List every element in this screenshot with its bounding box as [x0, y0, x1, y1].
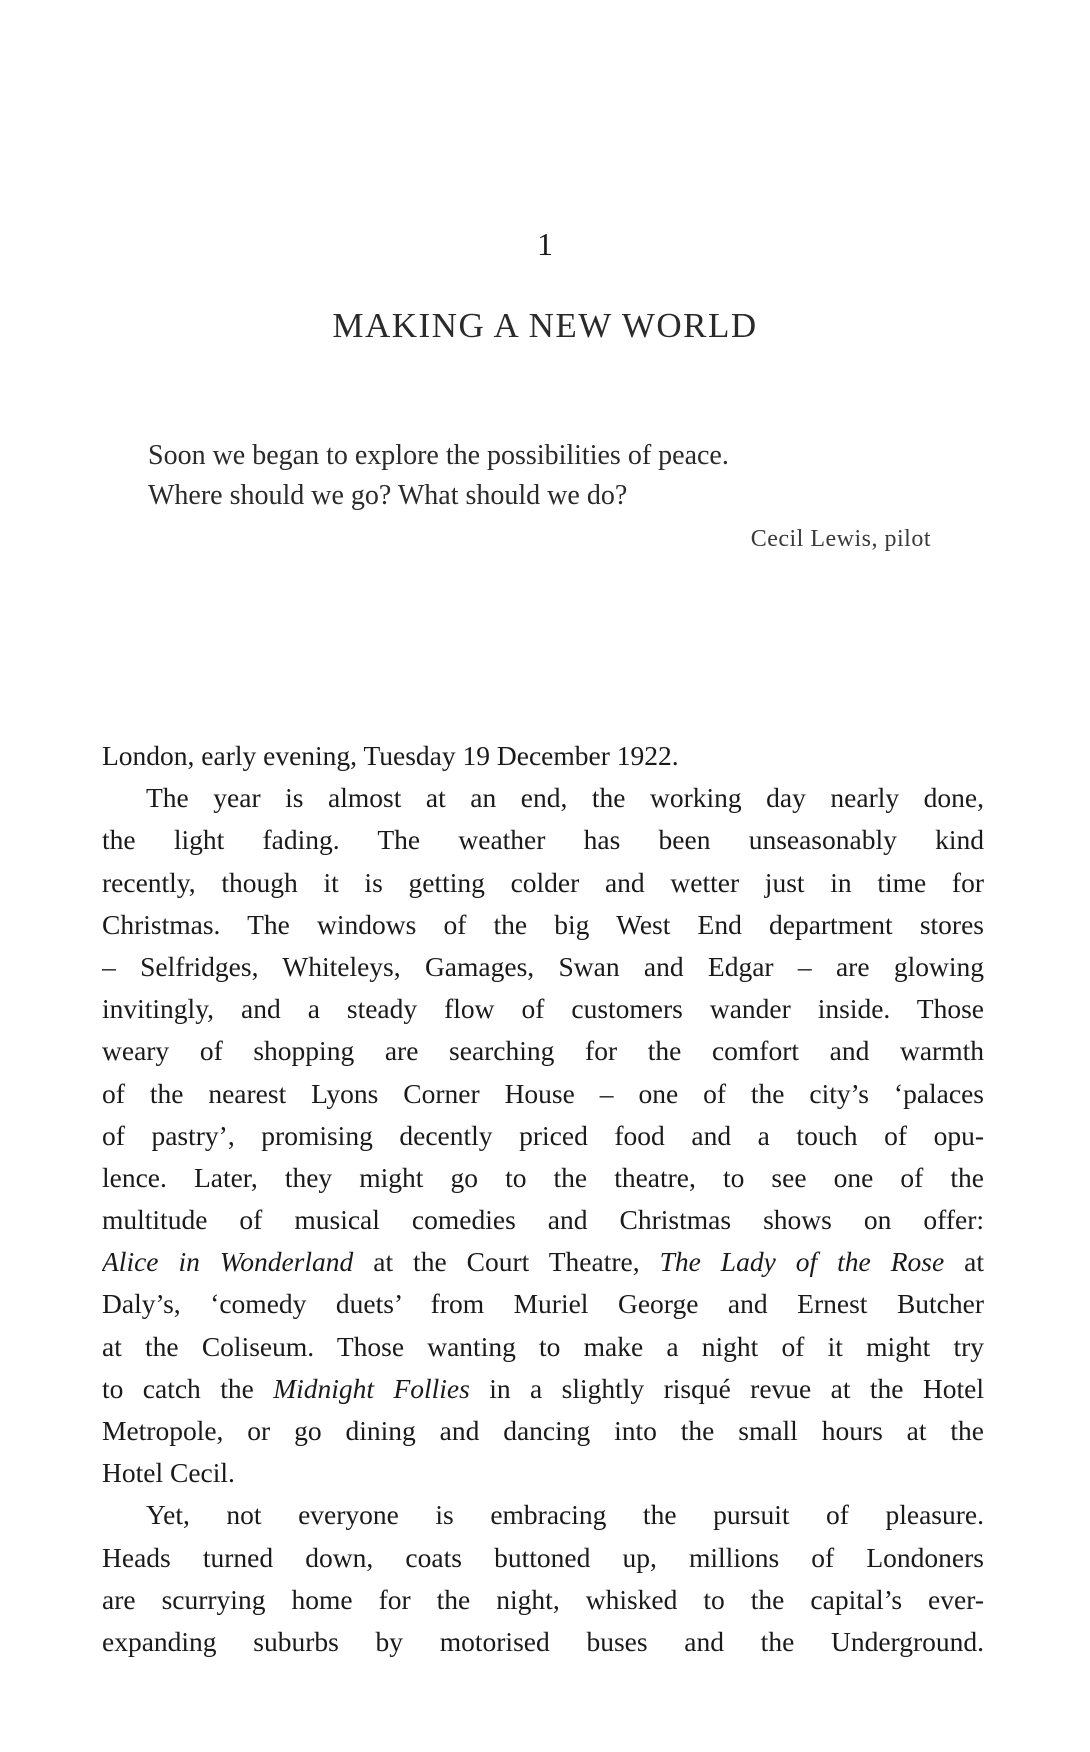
text-segment: Christmas. The windows of the big West End department stores [102, 908, 984, 940]
text-line [102, 1283, 984, 1325]
text-line [102, 777, 984, 819]
text-line [102, 1452, 984, 1494]
text-line [102, 1115, 984, 1157]
italic-title-text: The Lady of the Rose [659, 1246, 945, 1278]
text-line [102, 1537, 984, 1579]
text-segment: at [944, 1246, 984, 1278]
text-line [102, 1410, 984, 1452]
text-line [102, 1326, 984, 1368]
text-line [102, 904, 984, 946]
text-line [102, 1199, 984, 1241]
text-line [102, 1368, 984, 1410]
text-segment: of pastry’, promising decently priced food and a touch of opu- [102, 1119, 984, 1151]
text-segment: – Selfridges, Whiteleys, Gamages, Swan and Edgar – are glowing [102, 950, 984, 982]
epigraph-line: Soon we began to explore the possibilities of peace. [148, 440, 729, 471]
text-line [102, 1241, 984, 1283]
chapter-title: MAKING A NEW WORLD [332, 306, 758, 345]
text-segment: Daly’s, ‘comedy duets’ from Muriel George and Ernest Butcher [102, 1288, 984, 1320]
epigraph-attribution: Cecil Lewis, pilot [750, 526, 931, 552]
text-segment: The year is almost at an end, the working day nearly done, [146, 782, 984, 814]
text-line [102, 735, 984, 777]
text-line [102, 1494, 984, 1536]
text-segment: lence. Later, they might go to the theatre, to see one of the [102, 1161, 984, 1193]
text-segment: weary of shopping are searching for the comfort and warmth [102, 1035, 984, 1067]
text-line [102, 1030, 984, 1072]
text-segment: invitingly, and a steady flow of customers wander inside. Those [102, 993, 984, 1025]
text-line [102, 1579, 984, 1621]
text-line [102, 862, 984, 904]
epigraph-line: Where should we go? What should we do? [148, 480, 628, 511]
text-line [102, 1157, 984, 1199]
text-segment: are scurrying home for the night, whisked to the capital’s ever- [102, 1583, 984, 1615]
text-segment: Yet, not everyone is embracing the pursuit of pleasure. [146, 1499, 984, 1531]
text-line [102, 988, 984, 1030]
text-segment: multitude of musical comedies and Christmas shows on offer: [102, 1204, 984, 1236]
text-line [102, 1621, 984, 1663]
text-line [102, 1073, 984, 1115]
italic-title-text: Alice in Wonderland [102, 1246, 354, 1278]
text-segment: in a slightly risqué revue at the Hotel [469, 1372, 984, 1404]
text-segment: the light fading. The weather has been unseasonably kind [102, 824, 984, 856]
text-segment: recently, though it is getting colder and wetter just in time for [102, 866, 984, 898]
text-segment: to catch the [102, 1372, 274, 1404]
text-segment: Metropole, or go dining and dancing into the small hours at the [102, 1415, 984, 1446]
text-line [102, 946, 984, 988]
text-segment: London, early evening, Tuesday 19 December 1922. [102, 740, 679, 771]
body-text [102, 735, 984, 1663]
chapter-number: 1 [537, 226, 553, 262]
text-segment: of the nearest Lyons Corner House – one of the city’s ‘palaces [102, 1077, 984, 1109]
text-segment: expanding suburbs by motorised buses and the Underground. [102, 1625, 984, 1657]
italic-title-text: Midnight Follies [273, 1372, 470, 1404]
text-segment: at the Coliseum. Those wanting to make a night of it might try [102, 1330, 984, 1362]
text-segment: Hotel Cecil. [102, 1457, 235, 1489]
text-segment: Heads turned down, coats buttoned up, millions of Londoners [102, 1541, 984, 1573]
text-segment: at the Court Theatre, [353, 1246, 660, 1278]
text-line [102, 819, 984, 861]
